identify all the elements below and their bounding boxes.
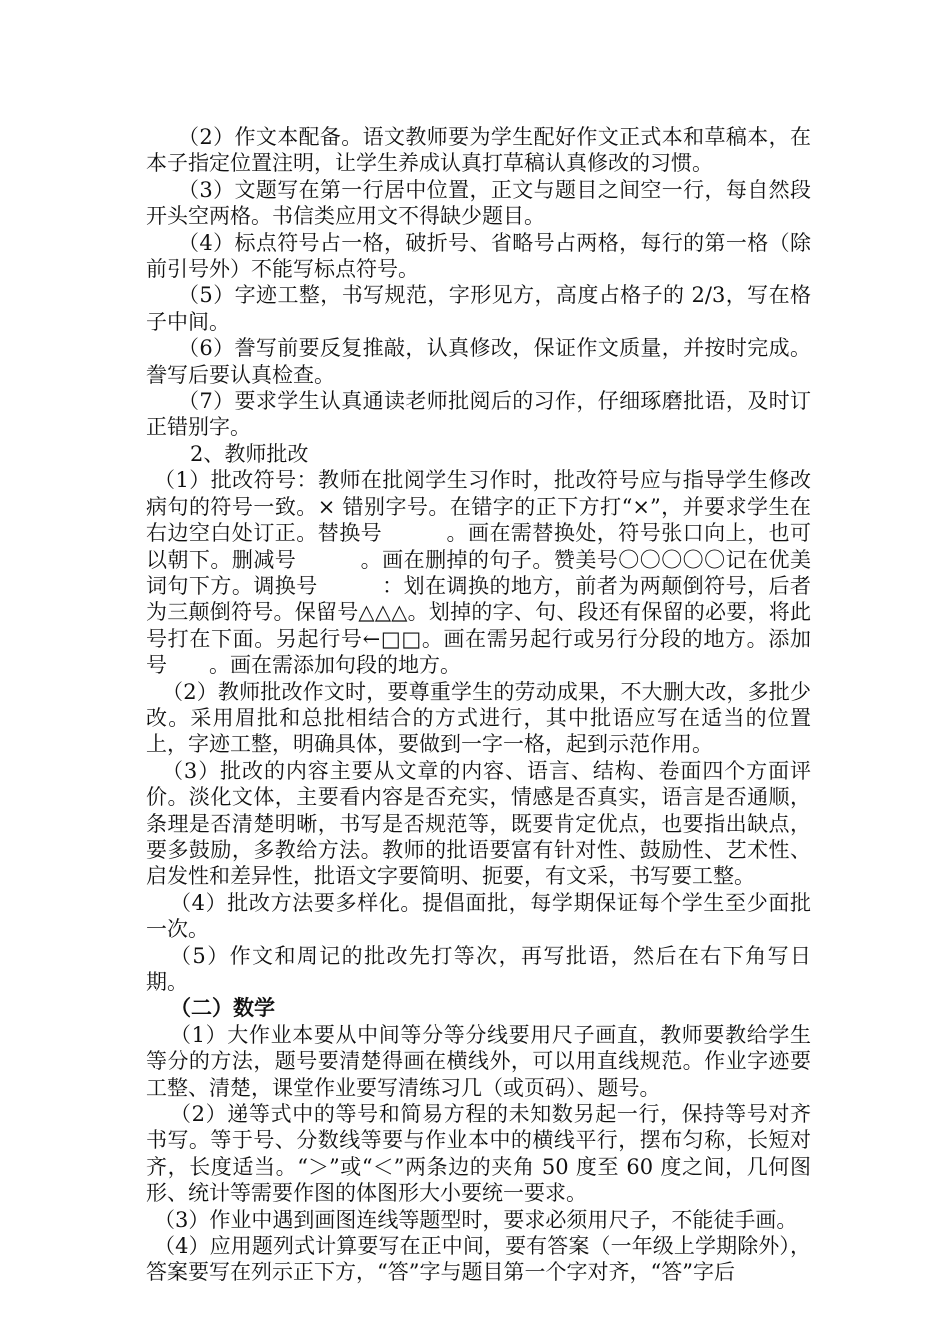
paragraph-handwriting: （5）字迹工整，书写规范，字形见方，高度占格子的 2/3，写在格子中间。 xyxy=(146,283,811,334)
section-heading-teacher-grading: 2、教师批改 xyxy=(190,441,309,466)
paragraph-grading-content: （3）批改的内容主要从文章的内容、语言、结构、卷面四个方面评价。淡化文体，主要看内容是否充实，情感是否真实，语言是否通顺，条理是否清楚明晰，书写是否规范等，既要肯定优点，也要指出缺点，要多鼓励，多教给方法。教师的批语要富有针对性、鼓励性、艺术性、启发性和差异性，批语文字要简明、扼要，有文采，书写要工整。 xyxy=(146,758,811,889)
paragraph-title-format: （3）文题写在第一行居中位置，正文与题目之间空一行，每自然段开头空两格。书信类应用文不得缺少题目。 xyxy=(146,177,811,229)
paragraph-exercise-book: （2）作文本配备。语文教师要为学生配好作文正式本和草稿本，在本子指定位置注明，让学生养成认真打草稿认真修改的习惯。 xyxy=(146,125,811,176)
document-body xyxy=(146,124,811,1286)
paragraph-notebook-division: （1）大作业本要从中间等分等分线要用尺子画直，教师要教给学生等分的方法，题号要清楚得画在横线外，可以用直线规范。作业字迹要工整、清楚，课堂作业要写清练习几（或页码）、题号。 xyxy=(146,1022,811,1100)
paragraph-word-problems: （4）应用题列式计算要写在正中间，要有答案（一年级上学期除外），答案要写在列示正下方，“答”字与题目第一个字对齐，“答”字后 xyxy=(146,1234,811,1285)
paragraph-equation-format: （2）递等式中的等号和简易方程的未知数另起一行，保持等号对齐书写。等于号、分数线等要与作业本中的横线平行，摆布匀称，长短对齐，长度适当。“＞”或“＜”两条边的夹角 50 度至 60 度之间，几何图形、统计等需要作图的体图形大小要统一要求。 xyxy=(146,1102,811,1206)
paragraph-grading-symbols: （1）批改符号：教师在批阅学生习作时，批改符号应与指导学生修改病句的符号一致。× 错别字号。在错字的正下方打“×”，并要求学生在右边空白处订正。替换号 。画在需替换处，符号张口向上，也可以朝下。删减号 。画在删掉的句子。赞美号〇〇〇〇〇记在优美词句下方。调换号 ：划在调换的地方，前者为两颠倒符号，后者为三颠倒符号。保留号△△△。划掉的字、句、段还有保留的必要，将此号打在下面。另起行号←□□。画在需另起行或另行分段的地方。添加号 。画在需添加句段的地方。 xyxy=(146,468,811,678)
paragraph-reading-comments: （7）要求学生认真通读老师批阅后的习作，仔细琢磨批语，及时订正错别字。 xyxy=(146,389,811,440)
paragraph-ruler-drawing: （3）作业中遇到画图连线等题型时，要求必须用尺子，不能徒手画。 xyxy=(154,1207,798,1232)
paragraph-revision: （6）誊写前要反复推敲，认真修改，保证作文质量，并按时完成。誊写后要认真检查。 xyxy=(146,336,811,387)
paragraph-grading-methods: （4）批改方法要多样化。提倡面批，每学期保证每个学生至少面批一次。 xyxy=(146,890,811,942)
paragraph-respect-work: （2）教师批改作文时，要尊重学生的劳动成果，不大删大改，多批少改。采用眉批和总批相结合的方式进行，其中批语应写在适当的位置上，字迹工整，明确具体，要做到一字一格，起到示范作用。 xyxy=(146,679,811,757)
section-heading-math: （二）数学 xyxy=(170,995,275,1021)
paragraph-punctuation: （4）标点符号占一格，破折号、省略号占两格，每行的第一格（除前引号外）不能写标点符号。 xyxy=(146,230,811,282)
paragraph-grading-order: （5）作文和周记的批改先打等次，再写批语，然后在右下角写日期。 xyxy=(146,943,811,994)
